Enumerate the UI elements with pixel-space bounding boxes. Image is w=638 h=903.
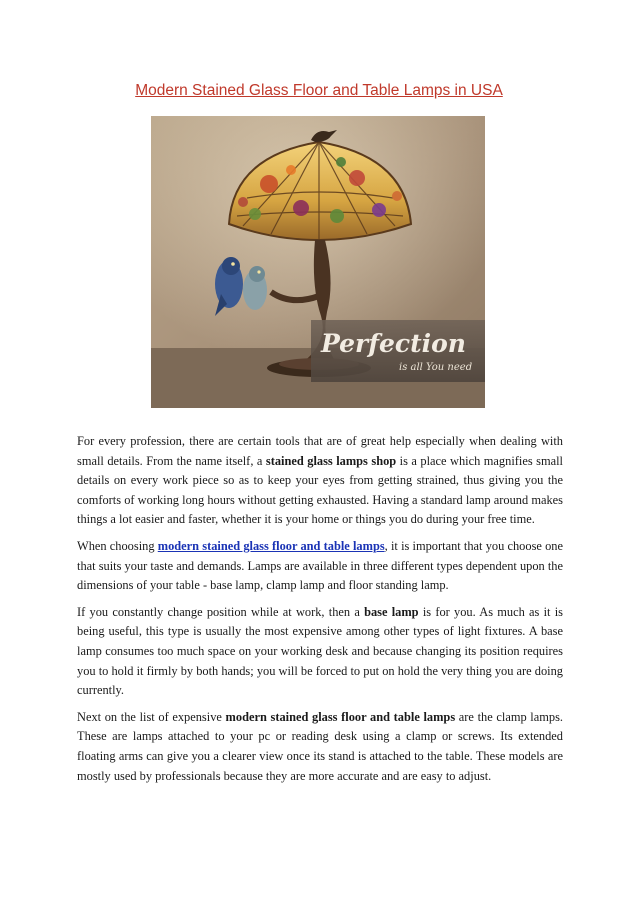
document-title: Modern Stained Glass Floor and Table Lamps in USA [135, 82, 503, 99]
p1-text-a: For every profession, there are certain tools that are of great help especially when dealing with small details. From the name itself, a [77, 434, 563, 468]
paragraph-4 [77, 708, 563, 786]
p4-text-b: are the clamp lamps. These are lamps attached to your pc or reading desk using a clamp or screws. Its extended floating arms can give you a clearer view once its stand is attached to the table. These models are mostly used by professionals because they are more accurate and are easy to adjust. [77, 709, 563, 783]
banner-subtitle: is all You need [399, 362, 473, 373]
lamp-photo [151, 116, 485, 408]
product-link[interactable]: modern stained glass floor and table lamps [157, 538, 385, 553]
p3-text-a: If you constantly change position while at work, then a [77, 604, 365, 619]
paragraph-2 [77, 537, 563, 596]
p1-bold: stained glass lamps shop [265, 453, 397, 468]
p1-text-b: is a place which magnifies small details on every work piece so as to keep your eyes from getting strained, thus giving you the comforts of working long hours without getting exhausted. Having a standard lamp around makes things a lot easier and faster, whether it is your home or things you do during your free time. [77, 453, 563, 527]
p3-bold: base lamp [364, 604, 419, 619]
p2-text-b: , it is important that you choose one that suits your taste and demands. Lamps are available in three different types dependent upon the dimensions of your table - base lamp, clamp lamp and floor standing lamp. [77, 538, 563, 593]
p2-text-a: When choosing [77, 538, 158, 553]
p4-bold: modern stained glass floor and table lamps [225, 709, 456, 724]
p4-text-a: Next on the list of expensive [77, 709, 226, 724]
paragraph-3 [77, 603, 563, 701]
paragraph-1 [77, 432, 563, 530]
p3-text-b: is for you. As much as it is being useful, this type is usually the most expensive among other types of light fixtures. A base lamp consumes too much space on your working desk and because changing its position requires you to hold it firmly by both hands; you will be forced to put on hold the very thing you are doing currently. [77, 604, 563, 698]
banner-title: Perfection [321, 329, 466, 358]
body-text [77, 432, 563, 793]
